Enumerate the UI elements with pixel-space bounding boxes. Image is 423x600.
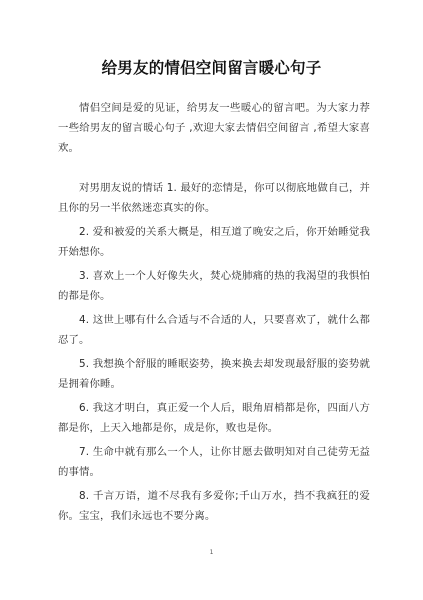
page-title: 给男友的情侣空间留言暖心句子 <box>101 59 322 77</box>
paragraph-7: 7. 生命中就有那么一个人，让你甘愿去做明知对自己徒劳无益的事情。 <box>58 446 370 478</box>
page-number: 1 <box>209 549 214 556</box>
paragraph-8: 8. 千言万语，道不尽我有多爱你;千山万水，挡不我疯狂的爱你。宝宝，我们永远也不要分离。 <box>58 490 370 522</box>
document-body <box>58 98 370 530</box>
paragraph-1: 对男朋友说的情话 1. 最好的恋情是，你可以彻底地做自己，并且你的另一半依然迷恋真实的你。 <box>58 182 370 214</box>
paragraph-2: 2. 爱和被爱的关系大概是，相互道了晚安之后，你开始睡觉我开始想你。 <box>58 226 370 258</box>
paragraph-6: 6. 我这才明白，真正爱一个人后，眼角眉梢都是你，四面八方都是你，上天入地都是你，成是你，败也是你。 <box>58 402 370 434</box>
intro-paragraph: 情侣空间是爱的见证，给男友一些暖心的留言吧。为大家力荐一些给男友的留言暖心句子 ,欢迎大家去情侣空间留言 ,希望大家喜欢。 <box>58 102 370 154</box>
paragraph-4: 4. 这世上哪有什么合适与不合适的人，只要喜欢了，就什么都忍了。 <box>58 314 370 346</box>
paragraph-5: 5. 我想换个舒服的睡眠姿势，换来换去却发现最舒服的姿势就是拥着你睡。 <box>58 358 370 390</box>
paragraph-3: 3. 喜欢上一个人好像失火，焚心烧肺痛的热的我渴望的我惧怕的都是你。 <box>58 270 370 302</box>
